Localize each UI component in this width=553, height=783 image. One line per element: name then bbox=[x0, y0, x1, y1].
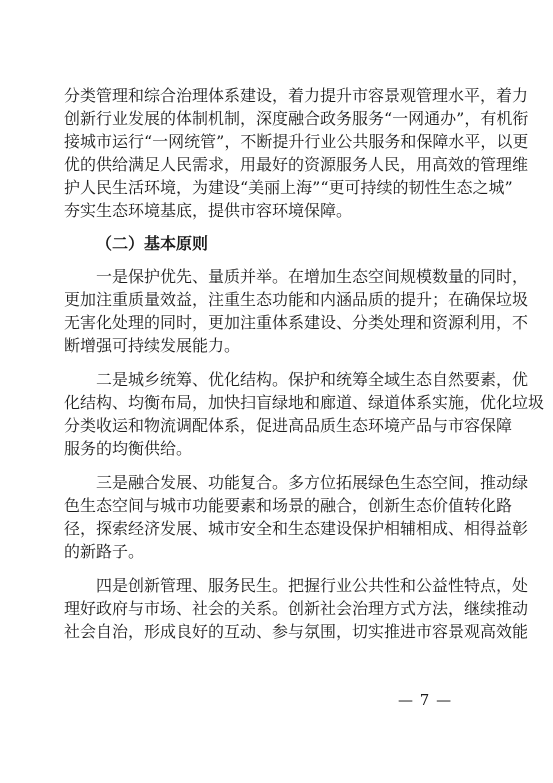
text-line: 径，探索经济发展、城市安全和生态建设保护相辅相成、相得益彰 bbox=[64, 519, 529, 538]
text-line: 夯实生态环境基底，提供市容环境保障。 bbox=[64, 201, 353, 220]
text-line: 分类收运和物流调配体系，促进高品质生态环境产品与市容保障 bbox=[64, 416, 513, 435]
paragraph-principle-3 bbox=[64, 471, 529, 563]
text-line: 断增强可持续发展能力。 bbox=[64, 336, 241, 355]
text-line: 色生态空间与城市功能要素和场景的融合，创新生态价值转化路 bbox=[64, 496, 513, 515]
paragraph-principle-2 bbox=[64, 368, 545, 460]
text-line: 服务的均衡供给。 bbox=[64, 439, 193, 458]
text-line: 化结构、均衡布局，加快扫盲绿地和廊道、绿道体系实施，优化垃圾 bbox=[64, 393, 545, 412]
text-line: 社会自治，形成良好的互动、参与氛围，切实推进市容景观高效能 bbox=[64, 622, 529, 641]
text-line: 三是融合发展、功能复合。多方位拓展绿色生态空间，推动绿 bbox=[96, 473, 529, 492]
text-line: 的新路子。 bbox=[64, 542, 145, 561]
text-line: 四是创新管理、服务民生。把握行业公共性和公益性特点，处 bbox=[96, 576, 529, 595]
text-line: 分类管理和综合治理体系建设，着力提升市容景观管理水平，着力 bbox=[64, 86, 529, 105]
body-text bbox=[64, 84, 545, 643]
paragraph-continuation bbox=[64, 84, 529, 222]
text-line: 护人民生活环境，为建设“美丽上海”“更可持续的韧性生态之城” bbox=[64, 178, 513, 197]
paragraph-principle-4 bbox=[64, 574, 529, 643]
paragraph-principle-1 bbox=[64, 265, 529, 357]
text-line: 创新行业发展的体制机制，深度融合政务服务“一网通办”，有机衔 bbox=[64, 109, 529, 128]
text-line: 一是保护优先、量质并举。在增加生态空间规模数量的同时， bbox=[96, 267, 529, 286]
section-heading: （二）基本原则 bbox=[96, 234, 209, 253]
text-line: 优的供给满足人民需求，用最好的资源服务人民，用高效的管理维 bbox=[64, 155, 529, 174]
page-number: — 7 — bbox=[398, 691, 453, 709]
text-line: 二是城乡统筹、优化结构。保护和统筹全域生态自然要素，优 bbox=[96, 370, 529, 389]
text-line: 接城市运行“一网统管”，不断提升行业公共服务和保障水平，以更 bbox=[64, 132, 529, 151]
text-line: 理好政府与市场、社会的关系。创新社会治理方式方法，继续推动 bbox=[64, 599, 529, 618]
text-line: 无害化处理的同时，更加注重体系建设、分类处理和资源利用，不 bbox=[64, 313, 529, 332]
text-line: 更加注重质量效益，注重生态功能和内涵品质的提升；在确保垃圾 bbox=[64, 290, 529, 309]
